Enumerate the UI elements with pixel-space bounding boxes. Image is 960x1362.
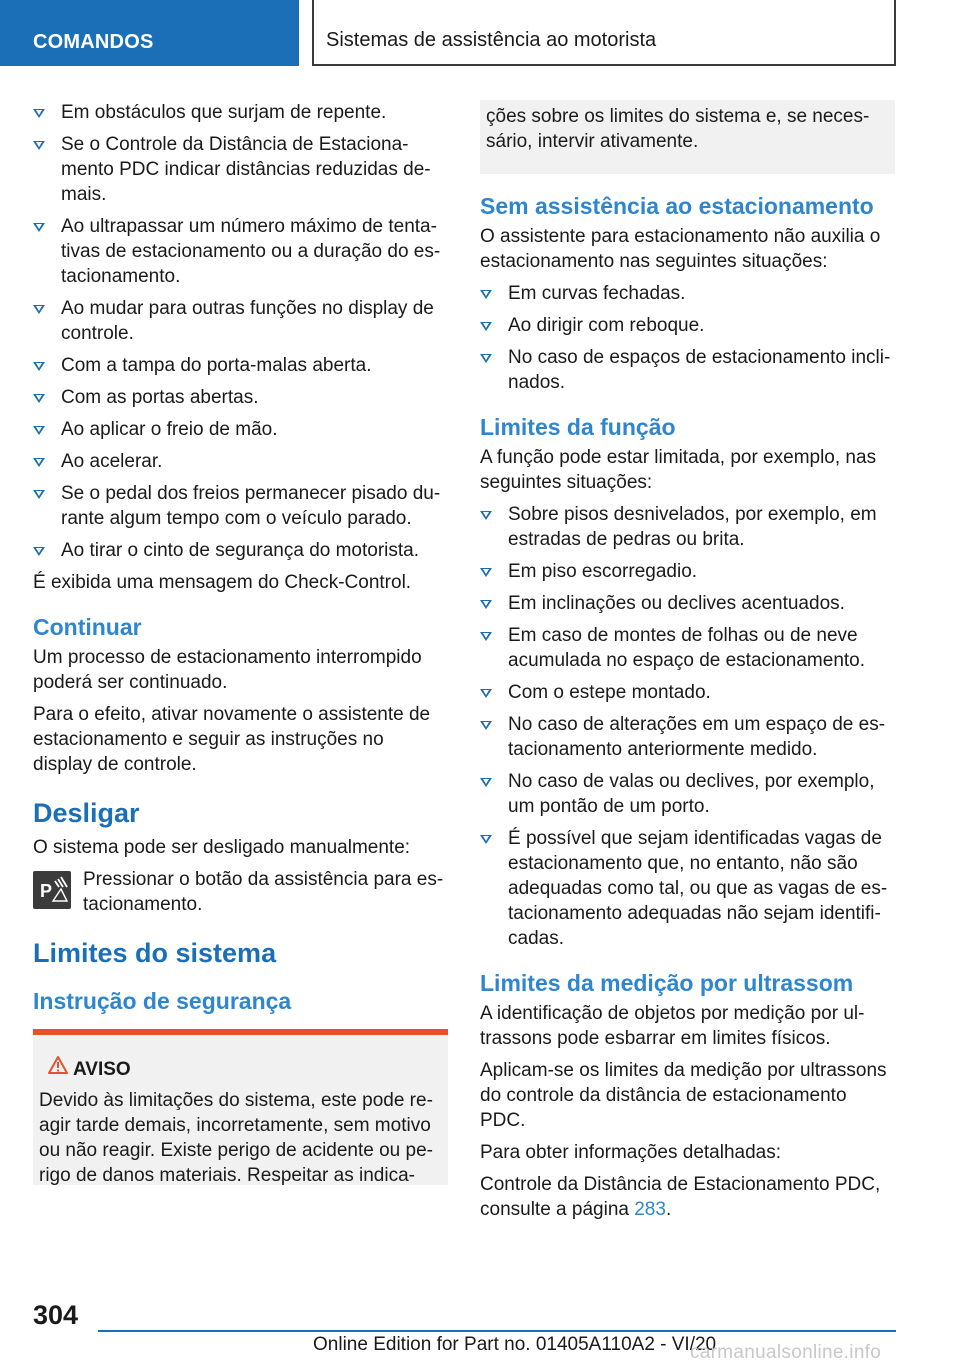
triangle-bullet-icon <box>480 835 492 844</box>
page-number: 304 <box>33 1300 79 1330</box>
heading-sem-assistencia: Sem assistência ao estacionamento <box>480 193 874 219</box>
paragraph: Para obter informações detalhadas: <box>480 1142 782 1163</box>
list-item: Se o Controle da Distância de Estaciona-mento PDC indicar distâncias reduzidas de-mais. <box>33 132 448 207</box>
list-item: Ao aplicar o freio de mão. <box>33 417 448 442</box>
instruction-text: Pressionar o botão da assistência para es-tacionamento. <box>83 869 444 915</box>
bullet-list-cancellation <box>33 100 448 563</box>
triangle-bullet-icon <box>33 547 45 556</box>
heading-limites-funcao: Limites da função <box>480 414 676 440</box>
list-item: Em piso escorregadio. <box>480 559 895 584</box>
paragraph: A identificação de objetos por medição por ul-trassons pode esbarrar em limites físicos. <box>480 1003 865 1049</box>
paragraph: O sistema pode ser desligado manualmente: <box>33 837 411 858</box>
triangle-bullet-icon <box>480 778 492 787</box>
warning-text-continued: ções sobre os limites do sistema e, se neces-sário, intervir ativamente. <box>486 106 870 152</box>
parking-assist-button-icon <box>33 871 71 909</box>
list-item: No caso de espaços de estacionamento incli-nados. <box>480 345 895 395</box>
triangle-bullet-icon <box>33 458 45 467</box>
list-item: Com a tampa do porta-malas aberta. <box>33 353 448 378</box>
paragraph: Aplicam-se os limites da medição por ultrassons do controle da distância de estacionamento PDC. <box>480 1060 887 1131</box>
footer-divider <box>98 1330 896 1332</box>
list-item: Em caso de montes de folhas ou de neve acumulada no espaço de estacionamento. <box>480 623 895 673</box>
list-item: Com o estepe montado. <box>480 680 895 705</box>
paragraph: O assistente para estacionamento não auxilia o estacionamento nas seguintes situações: <box>480 226 881 272</box>
triangle-bullet-icon <box>33 109 45 118</box>
right-column <box>480 100 895 1229</box>
triangle-bullet-icon <box>480 721 492 730</box>
list-item: Se o pedal dos freios permanecer pisado du-rante algum tempo com o veículo parado. <box>33 481 448 531</box>
triangle-bullet-icon <box>480 511 492 520</box>
triangle-bullet-icon <box>480 354 492 363</box>
heading-limites-ultrassom: Limites da medição por ultrassom <box>480 970 854 996</box>
triangle-bullet-icon <box>480 568 492 577</box>
edition-footer: Online Edition for Part no. 01405A110A2 - VI/20 <box>313 1334 717 1355</box>
triangle-bullet-icon <box>33 426 45 435</box>
triangle-bullet-icon <box>33 305 45 314</box>
list-item: Ao tirar o cinto de segurança do motorista. <box>33 538 448 563</box>
heading-continuar: Continuar <box>33 614 142 640</box>
paragraph-page-reference: Controle da Distância de Estacionamento PDC, consulte a página 283. <box>480 1174 881 1220</box>
page-link-283[interactable]: 283 <box>634 1199 666 1220</box>
parking-button-instruction <box>33 867 448 917</box>
list-item: Ao dirigir com reboque. <box>480 313 895 338</box>
list-item: Em curvas fechadas. <box>480 281 895 306</box>
section-tab: COMANDOS <box>0 0 299 66</box>
paragraph: Para o efeito, ativar novamente o assistente de estacionamento e seguir as instruções no display de controle. <box>33 704 431 775</box>
triangle-bullet-icon <box>480 689 492 698</box>
list-item: No caso de alterações em um espaço de es-tacionamento anteriormente medido. <box>480 712 895 762</box>
heading-limites-sistema: Limites do sistema <box>33 938 277 968</box>
triangle-bullet-icon <box>480 600 492 609</box>
warning-box <box>33 1029 448 1185</box>
triangle-bullet-icon <box>33 223 45 232</box>
list-item: No caso de valas ou declives, por exemplo, um pontão de um porto. <box>480 769 895 819</box>
triangle-bullet-icon <box>33 490 45 499</box>
list-item: Ao ultrapassar um número máximo de tenta-tivas de estacionamento ou a duração do es-tacionamento. <box>33 214 448 289</box>
triangle-bullet-icon <box>33 362 45 371</box>
list-item: Ao mudar para outras funções no display de controle. <box>33 296 448 346</box>
triangle-bullet-icon <box>480 322 492 331</box>
heading-instrucao-seguranca: Instrução de segurança <box>33 988 292 1014</box>
left-column <box>33 100 448 1185</box>
check-control-note: É exibida uma mensagem do Check-Control. <box>33 572 412 593</box>
watermark: carmanualsonline.info <box>690 1342 882 1362</box>
triangle-bullet-icon <box>480 290 492 299</box>
list-item: Ao acelerar. <box>33 449 448 474</box>
triangle-bullet-icon <box>33 394 45 403</box>
list-item: É possível que sejam identificadas vagas de estacionamento que, no entanto, não são adequadas como tal, ou que as vagas de es-tacionamento adequadas não sejam identifi-cadas. <box>480 826 895 951</box>
warning-triangle-icon <box>47 1055 69 1075</box>
triangle-bullet-icon <box>33 141 45 150</box>
list-item: Em inclinações ou declives acentuados. <box>480 591 895 616</box>
list-item: Com as portas abertas. <box>33 385 448 410</box>
list-item: Sobre pisos desnivelados, por exemplo, em estradas de pedras ou brita. <box>480 502 895 552</box>
paragraph: A função pode estar limitada, por exemplo, nas seguintes situações: <box>480 447 877 493</box>
page-header-title: Sistemas de assistência ao motorista <box>312 0 896 66</box>
warning-continuation <box>480 100 895 174</box>
heading-desligar: Desligar <box>33 798 140 828</box>
paragraph: Um processo de estacionamento interrompido poderá ser continuado. <box>33 647 422 693</box>
list-item: Em obstáculos que surjam de repente. <box>33 100 448 125</box>
svg-text:P: P <box>40 881 53 901</box>
bullet-list-limites-funcao <box>480 502 895 951</box>
triangle-bullet-icon <box>480 632 492 641</box>
warning-text: Devido às limitações do sistema, este pode re-agir tarde demais, incorretamente, sem motivo ou não reagir. Existe perigo de acidente ou pe-rigo de danos materiais. Respeitar as indica- <box>39 1090 433 1185</box>
bullet-list-sem-assistencia <box>480 281 895 395</box>
warning-title: AVISO <box>39 1057 440 1082</box>
